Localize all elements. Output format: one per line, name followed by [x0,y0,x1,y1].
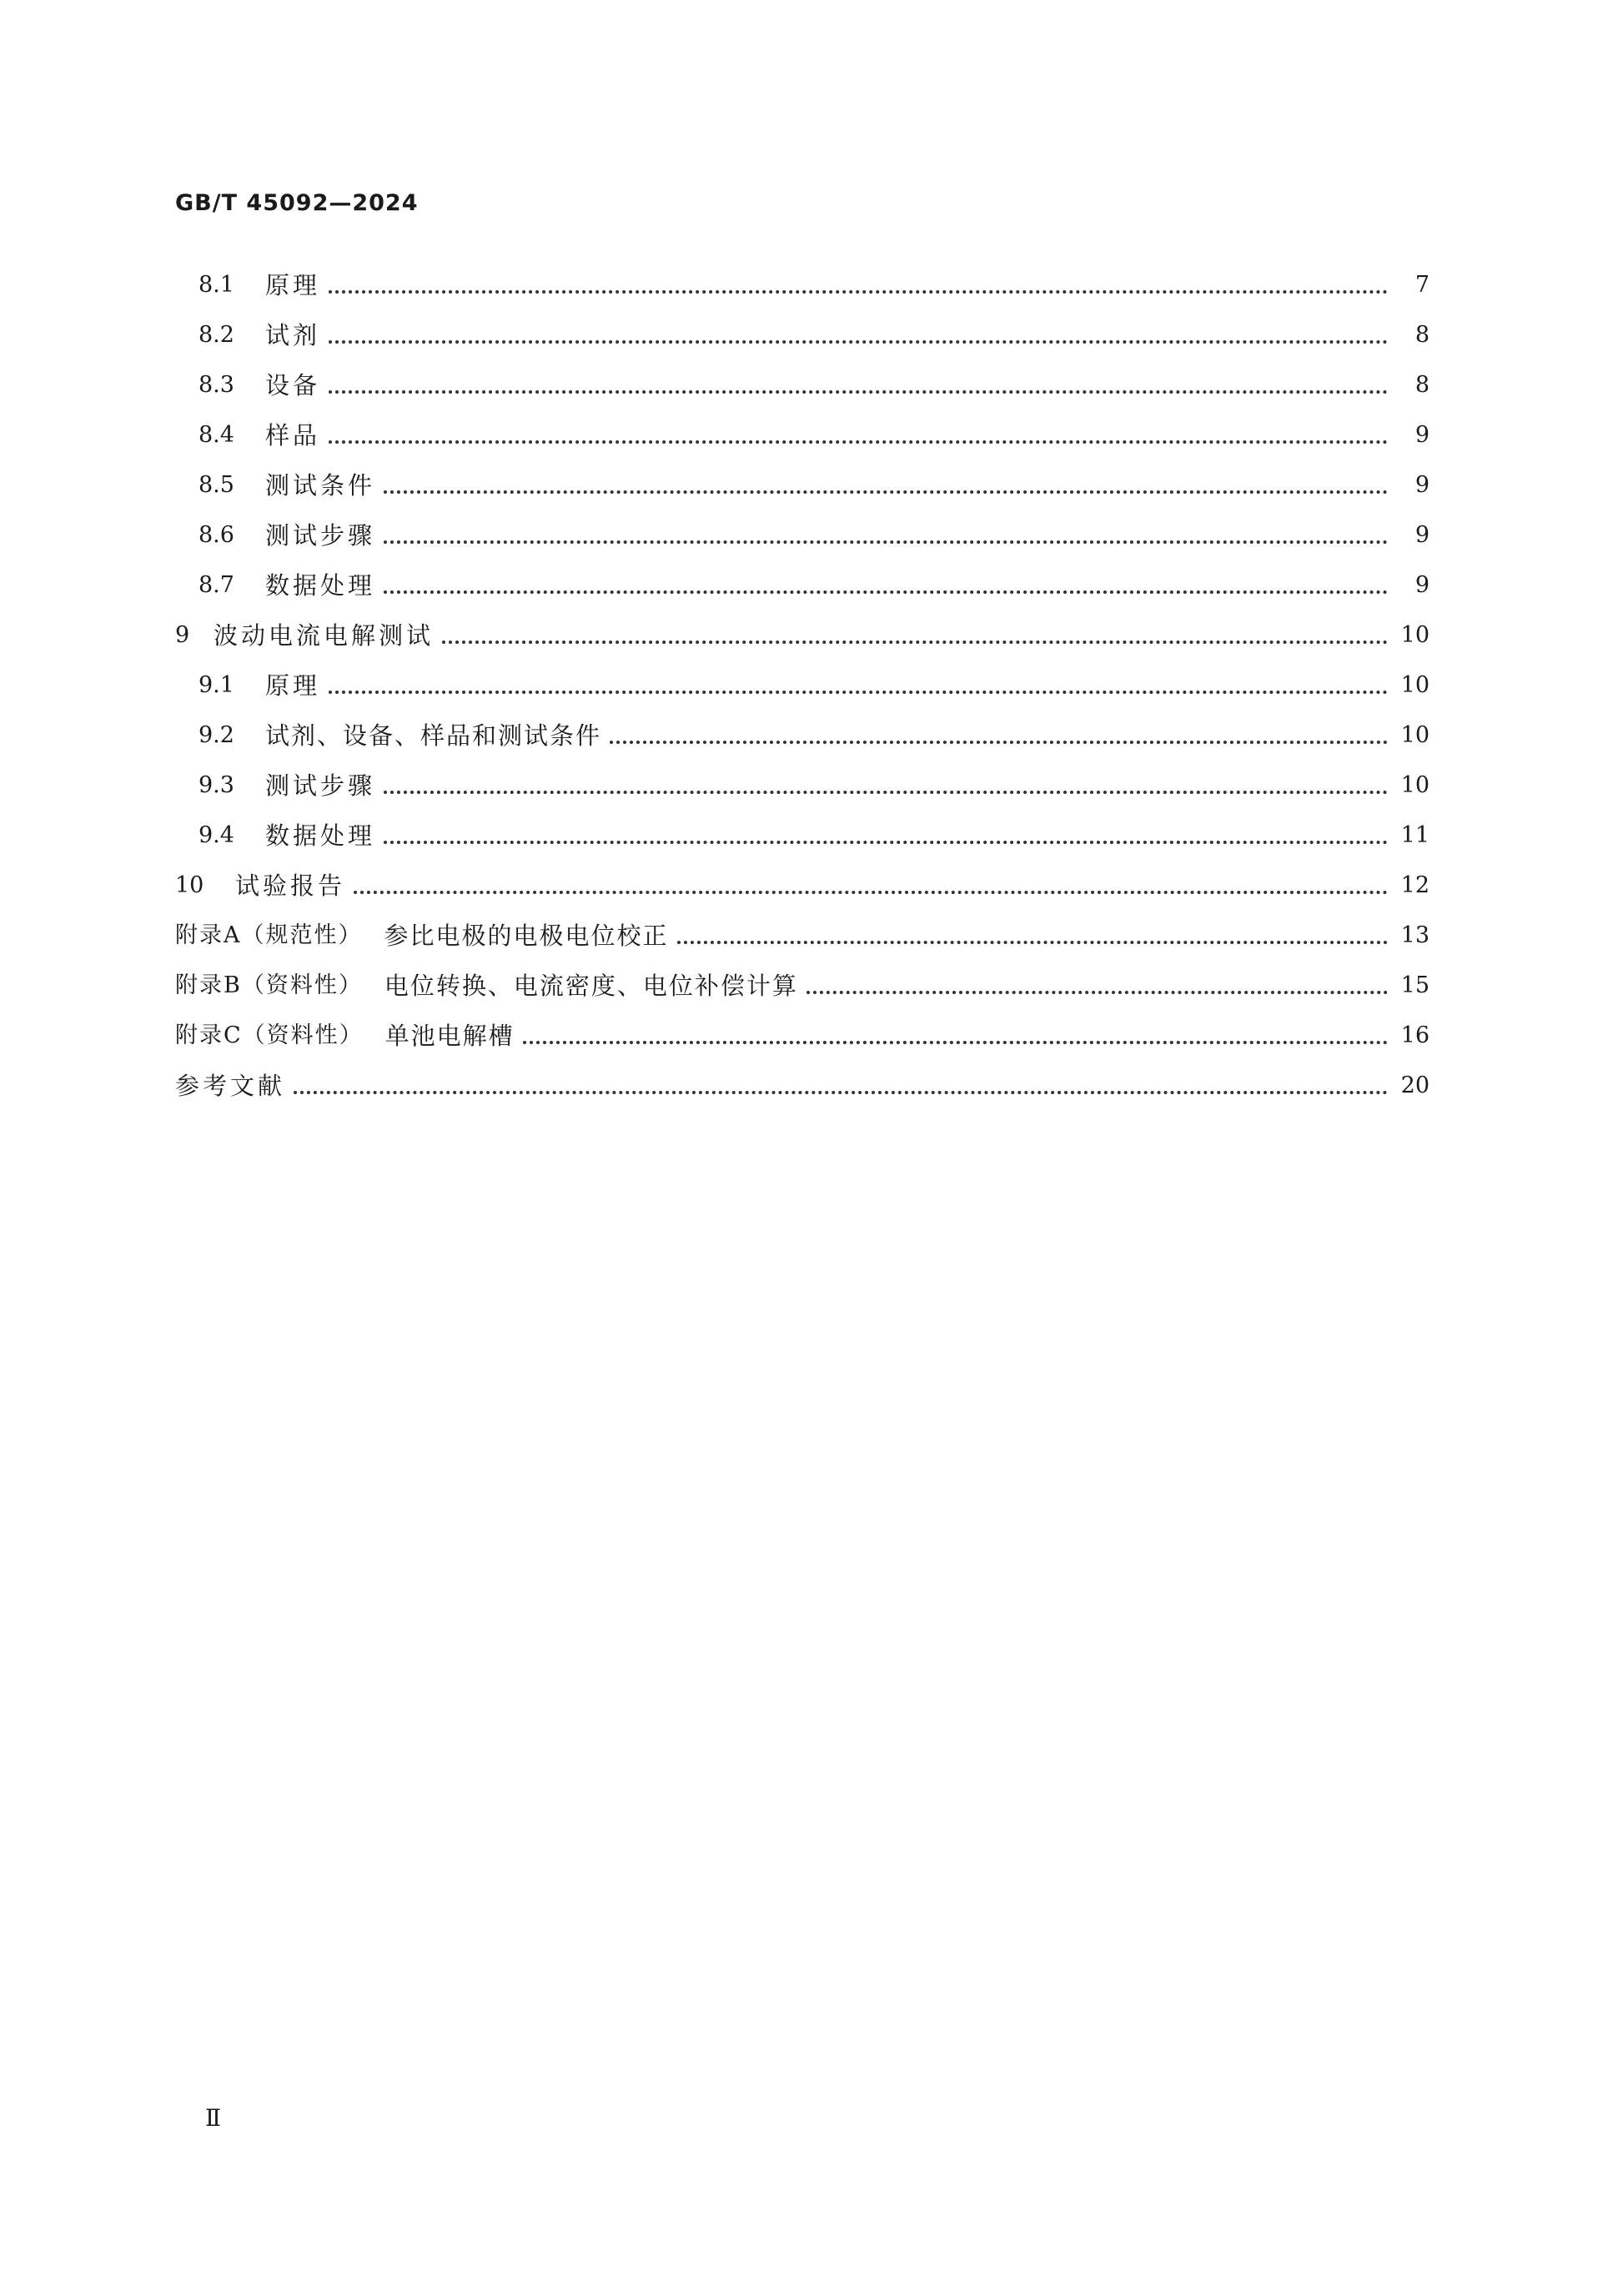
toc-page: 9 [1414,522,1430,548]
toc-entry-9[interactable] [175,619,1430,652]
toc-number: 8.3 [198,372,234,398]
toc-leader-dots [442,619,1388,652]
toc-leader-dots [384,519,1388,552]
toc-title: 原理 [265,271,321,299]
page-number: Ⅱ [205,2104,222,2132]
toc-title: 原理 [265,671,321,700]
toc-number: 9.1 [198,672,234,698]
toc-leader-dots [329,669,1388,702]
document-header: GB/T 45092—2024 [175,190,419,216]
toc-leader-dots [677,919,1388,952]
toc-title: 试剂、设备、样品和测试条件 [265,721,602,750]
toc-number: 附录B（资料性） [175,972,363,998]
toc-title: 参比电极的电极电位校正 [384,922,669,950]
toc-page: 10 [1400,772,1430,798]
toc-page: 15 [1400,972,1430,998]
toc-title: 设备 [265,371,321,399]
toc-leader-dots [329,419,1388,452]
toc-number: 9.3 [198,772,234,798]
toc-entry-10[interactable] [175,869,1430,902]
toc-entry-9-2[interactable] [198,719,1430,752]
toc-title: 样品 [265,421,321,450]
toc-number: 附录C（资料性） [175,1022,364,1048]
toc-number: 8.6 [198,522,234,548]
toc-title: 电位转换、电流密度、电位补偿计算 [384,972,798,1000]
toc-entry-appendix-b[interactable] [175,969,1430,1002]
toc-entry-8-7[interactable] [198,569,1430,602]
toc-page: 11 [1400,822,1430,848]
toc-entry-9-1[interactable] [198,669,1430,702]
toc-page: 9 [1414,572,1430,598]
toc-entry-8-2[interactable] [198,319,1430,352]
toc-entry-9-3[interactable] [198,769,1430,802]
toc-page: 12 [1400,872,1430,898]
toc-page: 8 [1414,322,1430,348]
toc-title: 试验报告 [235,872,346,900]
toc-title: 试剂 [265,321,321,349]
toc-page: 10 [1400,672,1430,698]
toc-page: 8 [1414,372,1430,398]
toc-leader-dots [294,1069,1388,1103]
toc-title: 单池电解槽 [384,1022,515,1050]
toc-title: 测试条件 [265,471,376,500]
toc-number: 10 [175,872,204,898]
toc-leader-dots [384,569,1388,602]
toc-page: 16 [1400,1022,1430,1048]
toc-page: 7 [1414,272,1430,298]
toc-entry-9-4[interactable] [198,819,1430,852]
toc-entry-8-3[interactable] [198,369,1430,402]
toc-page: 13 [1400,922,1430,948]
toc-entry-8-1[interactable] [198,269,1430,302]
toc-number: 8.1 [198,272,234,298]
toc-page: 10 [1400,722,1430,748]
toc-entry-appendix-a[interactable] [175,919,1430,952]
toc-title: 数据处理 [265,821,376,850]
toc-number: 附录A（规范性） [175,922,363,948]
toc-leader-dots [384,769,1388,802]
toc-page: 20 [1400,1073,1430,1098]
toc-title: 波动电流电解测试 [214,621,435,650]
toc-entry-references[interactable] [175,1069,1430,1103]
toc-leader-dots [610,719,1388,752]
toc-number: 9 [175,622,190,648]
toc-number: 8.4 [198,422,234,448]
toc-leader-dots [329,369,1388,402]
toc-leader-dots [329,269,1388,302]
toc-entry-8-4[interactable] [198,419,1430,452]
toc-page: 10 [1400,622,1430,648]
toc-entry-8-5[interactable] [198,469,1430,502]
toc-leader-dots [806,969,1388,1002]
toc-number: 9.4 [198,822,234,848]
toc-leader-dots [329,319,1388,352]
toc-number: 9.2 [198,722,234,748]
toc-title: 测试步骤 [265,771,376,800]
toc-number: 8.7 [198,572,234,598]
toc-title: 测试步骤 [265,521,376,550]
toc-number: 8.5 [198,472,234,498]
toc-entry-8-6[interactable] [198,519,1430,552]
toc-leader-dots [384,819,1388,852]
toc-page: 9 [1414,422,1430,448]
toc-leader-dots [354,869,1388,902]
toc-leader-dots [384,469,1388,502]
toc-number: 8.2 [198,322,234,348]
toc-title: 数据处理 [265,571,376,600]
toc-leader-dots [523,1019,1388,1053]
toc-page: 9 [1414,472,1430,498]
toc-title: 参考文献 [175,1072,286,1100]
toc-entry-appendix-c[interactable] [175,1019,1430,1053]
